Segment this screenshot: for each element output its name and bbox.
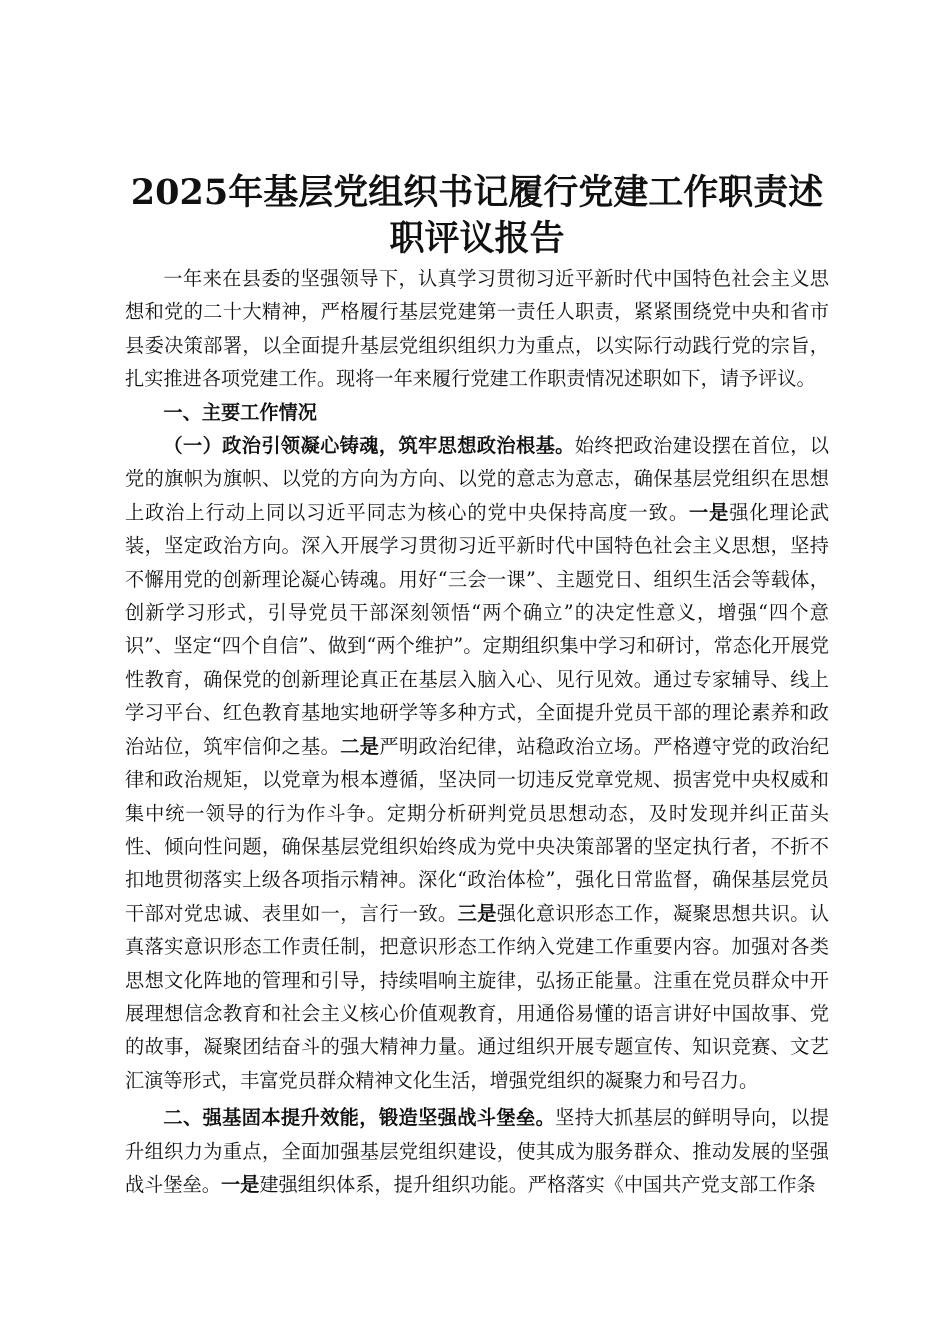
paragraph-grassroots (125, 1101, 829, 1201)
subheading-2: 二、强基固本提升效能，锻造坚强战斗堡垒。 (163, 1106, 556, 1130)
intro-paragraph: 一年来在县委的坚强领导下，认真学习贯彻习近平新时代中国特色社会主义思想和党的二十大精神，严格履行基层党建第一责任人职责，紧紧围绕党中央和省市县委决策部署，以全面提升基层党组织组织力为重点，以实际行动践行党的宗旨，扎实推进各项党建工作。现将一年来履行党建工作职责情况述职如下，请予评议。 (125, 267, 829, 391)
p1-text-3: 严明政治纪律，站稳政治立场。严格遵守党的政治纪律和政治规矩，以党章为根本遵循，坚决同一切违反党章党规、损害党中央权威和集中统一领导的行为作斗争。定期分析研判党员思想动态，及时发现并纠正苗头性、倾向性问题，确保基层党组织始终成为党中央决策部署的坚定执行者，不折不扣地贯彻落实上级各项指示精神。深化“政治体检”，强化日常监督，确保基层党员干部对党忠诚、表里如一，言行一致。 (125, 734, 830, 925)
p1-text-2: 强化理论武装，坚定政治方向。深入开展学习贯彻习近平新时代中国特色社会主义思想，坚持不懈用党的创新理论凝心铸魂。用好“三会一课”、主题党日、组织生活会等载体，创新学习形式，引导党员干部深刻领悟“两个确立”的决定性意义，增强“四个意识”、坚定“四个自信”、做到“两个维护”。定期组织集中学习和研讨，常态化开展党性教育，确保党的创新理论真正在基层入脑入心、见行见效。通过专家辅导、线上学习平台、红色教育基地实地研学等多种方式，全面提升党员干部的理论素养和政治站位，筑牢信仰之基。 (125, 500, 830, 758)
document-title (125, 170, 829, 262)
paragraph-political-guidance (125, 429, 829, 1097)
p1-marker-3: 三是 (457, 901, 497, 925)
p1-marker-2: 二是 (340, 734, 380, 758)
p2-text-1: 坚持大抓基层的鲜明导向，以提升组织力为重点，全面加强基层党组织建设，使其成为服务群众、推动发展的坚强战斗堡垒。 (125, 1106, 830, 1196)
subheading-1: （一）政治引领凝心铸魂，筑牢思想政治根基。 (163, 434, 575, 458)
p2-marker-1: 一是 (220, 1172, 260, 1196)
p1-text-4: 强化意识形态工作，凝聚思想共识。认真落实意识形态工作责任制，把意识形态工作纳入党建工作重要内容。加强对各类思想文化阵地的管理和引导，持续唱响主旋律，弘扬正能量。注重在党员群众中开展理想信念教育和社会主义核心价值观教育，用通俗易懂的语言讲好中国故事、党的故事，凝聚团结奋斗的强大精神力量。通过组织开展专题宣传、知识竞赛、文艺汇演等形式，丰富党员群众精神文化生活，增强党组织的凝聚力和号召力。 (125, 901, 830, 1092)
p1-text-1: 始终把政治建设摆在首位，以党的旗帜为旗帜、以党的方向为方向、以党的意志为意志，确保基层党组织在思想上政治上行动上同以习近平同志为核心的党中央保持高度一致。 (125, 434, 829, 524)
p1-marker-1: 一是 (688, 500, 730, 524)
title-line-1: 2025年基层党组织书记履行党建工作职责述 (130, 172, 824, 213)
document-page (125, 170, 829, 1201)
section-1-heading: 一、主要工作情况 (163, 400, 317, 424)
title-line-2: 职评议报告 (389, 218, 565, 259)
p2-text-2: 建强组织体系，提升组织功能。严格落实《中国共产党支部工作条 (259, 1172, 816, 1196)
